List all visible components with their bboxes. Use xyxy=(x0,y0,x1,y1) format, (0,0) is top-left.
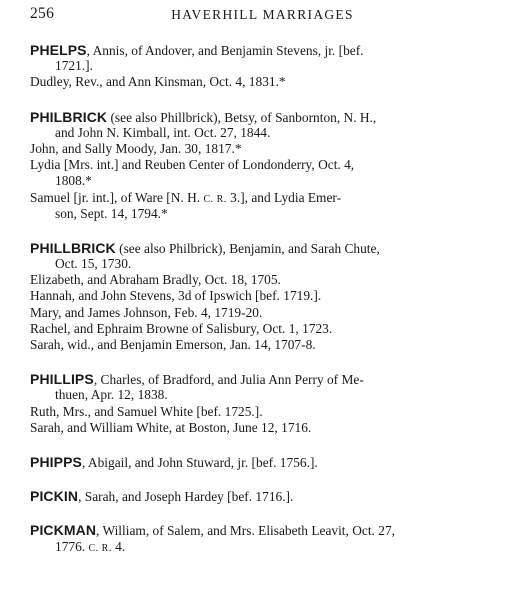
entry-line xyxy=(30,337,502,353)
entry-text: , Abigail, and John Stuward, jr. [bef. 1756.]. xyxy=(81,454,318,470)
entry-line xyxy=(30,125,502,141)
surname-heading: PHELPS xyxy=(30,42,87,58)
entry-text: Dudley, Rev., and Ann Kinsman, Oct. 4, 1831.* xyxy=(30,74,286,90)
entry-text: Rachel, and Ephraim Browne of Salisbury, Oct. 1, 1723. xyxy=(30,320,333,336)
entry-line xyxy=(30,190,502,206)
entry-text: (see also Phillbrick), Betsy, of Sanbornton, N. H., xyxy=(107,109,377,125)
marriage-entry xyxy=(30,190,502,222)
marriage-entry xyxy=(30,404,502,420)
running-title: HAVERHILL MARRIAGES xyxy=(171,7,354,22)
entry-line xyxy=(30,240,502,256)
church-record-abbrev: C. R. xyxy=(88,542,112,554)
entry-text: Mary, and James Johnson, Feb. 4, 1719-20. xyxy=(30,304,263,320)
entry-line xyxy=(30,58,502,74)
marriage-entry xyxy=(30,74,502,90)
entry-text: Samuel [jr. int.], of Ware [N. H. xyxy=(30,189,204,205)
entry-text: Sarah, and William White, at Boston, June 12, 1716. xyxy=(30,419,312,435)
surname-heading: PICKIN xyxy=(30,488,79,505)
entry-line xyxy=(30,42,502,58)
surname-heading: PHIPPS xyxy=(30,453,82,470)
entry-text: 1721.]. xyxy=(55,58,93,74)
surname-group-philbrick xyxy=(30,109,502,222)
surname-group-phelps xyxy=(30,42,502,91)
entry-line xyxy=(30,488,502,504)
entry-line xyxy=(30,305,502,321)
entry-line xyxy=(30,539,502,555)
surname-group-phipps xyxy=(30,454,502,470)
entry-line xyxy=(30,272,502,288)
church-record-abbrev: C. R. xyxy=(203,193,227,205)
entry-line xyxy=(30,256,502,272)
entry-text: 3.], and Lydia Emer- xyxy=(226,189,342,205)
surname-group-phillbrick xyxy=(30,240,502,353)
entry-text: Sarah, wid., and Benjamin Emerson, Jan. 14, 1707-8. xyxy=(30,337,316,352)
surname-heading: PHILBRICK xyxy=(30,108,108,125)
marriage-entry xyxy=(30,454,502,470)
surname-heading: PHILLIPS xyxy=(30,371,94,388)
marriage-entry xyxy=(30,288,502,304)
entry-line xyxy=(30,387,502,403)
marriage-entry xyxy=(30,157,502,189)
entry-text: Oct. 15, 1730. xyxy=(55,256,132,272)
entry-line xyxy=(30,522,502,538)
marriage-entry xyxy=(30,42,502,74)
entry-text: Lydia [Mrs. int.] and Reuben Center of Londonderry, Oct. 4, xyxy=(30,157,355,173)
marriage-entry xyxy=(30,337,502,353)
marriage-entry xyxy=(30,420,502,436)
page-header xyxy=(0,0,525,30)
entry-text: 1776. xyxy=(55,538,89,554)
entry-line xyxy=(30,288,502,304)
entry-text: , Charles, of Bradford, and Julia Ann Perry of Me- xyxy=(93,372,364,388)
entry-line xyxy=(30,321,502,337)
marriage-entry xyxy=(30,371,502,403)
marriage-entry xyxy=(30,522,502,554)
entry-line xyxy=(30,206,502,222)
entry-line xyxy=(30,74,502,90)
surname-group-pickman xyxy=(30,522,502,554)
entry-text: 1808.* xyxy=(55,173,92,189)
entry-line xyxy=(30,404,502,420)
entry-line xyxy=(30,454,502,470)
surname-heading: PICKMAN xyxy=(30,522,97,539)
entry-text: 4. xyxy=(111,538,126,554)
marriage-entry xyxy=(30,321,502,337)
entry-text: Hannah, and John Stevens, 3d of Ipswich [bef. 1719.]. xyxy=(30,288,322,304)
marriage-entries xyxy=(30,42,502,555)
entry-text: , William, of Salem, and Mrs. Elisabeth Leavit, Oct. 27, xyxy=(96,523,395,539)
entry-line xyxy=(30,173,502,189)
entry-line xyxy=(30,109,502,125)
surname-heading: PHILLBRICK xyxy=(30,239,116,256)
marriage-entry xyxy=(30,488,502,504)
entry-text: , Annis, of Andover, and Benjamin Stevens, jr. [bef. xyxy=(86,43,364,58)
entry-line xyxy=(30,371,502,387)
entry-text: Ruth, Mrs., and Samuel White [bef. 1725.]. xyxy=(30,403,263,419)
marriage-entry xyxy=(30,272,502,288)
marriage-entry xyxy=(30,141,502,157)
surname-group-phillips xyxy=(30,371,502,436)
marriage-entry xyxy=(30,240,502,272)
surname-group-pickin xyxy=(30,488,502,504)
entry-text: Elizabeth, and Abraham Bradly, Oct. 18, 1705. xyxy=(30,272,281,288)
entry-text: son, Sept. 14, 1794.* xyxy=(55,205,168,221)
entry-text: , Sarah, and Joseph Hardey [bef. 1716.]. xyxy=(78,489,294,505)
entry-line xyxy=(30,141,502,157)
entry-text: John, and Sally Moody, Jan. 30, 1817.* xyxy=(30,140,242,156)
entry-text: (see also Philbrick), Benjamin, and Sarah Chute, xyxy=(115,240,380,256)
entry-text: thuen, Apr. 12, 1838. xyxy=(55,387,168,403)
entry-line xyxy=(30,420,502,436)
entry-line xyxy=(30,157,502,173)
entry-text: and John N. Kimball, int. Oct. 27, 1844. xyxy=(55,124,271,140)
marriage-entry xyxy=(30,109,502,141)
page-number: 256 xyxy=(30,5,55,22)
marriage-entry xyxy=(30,305,502,321)
